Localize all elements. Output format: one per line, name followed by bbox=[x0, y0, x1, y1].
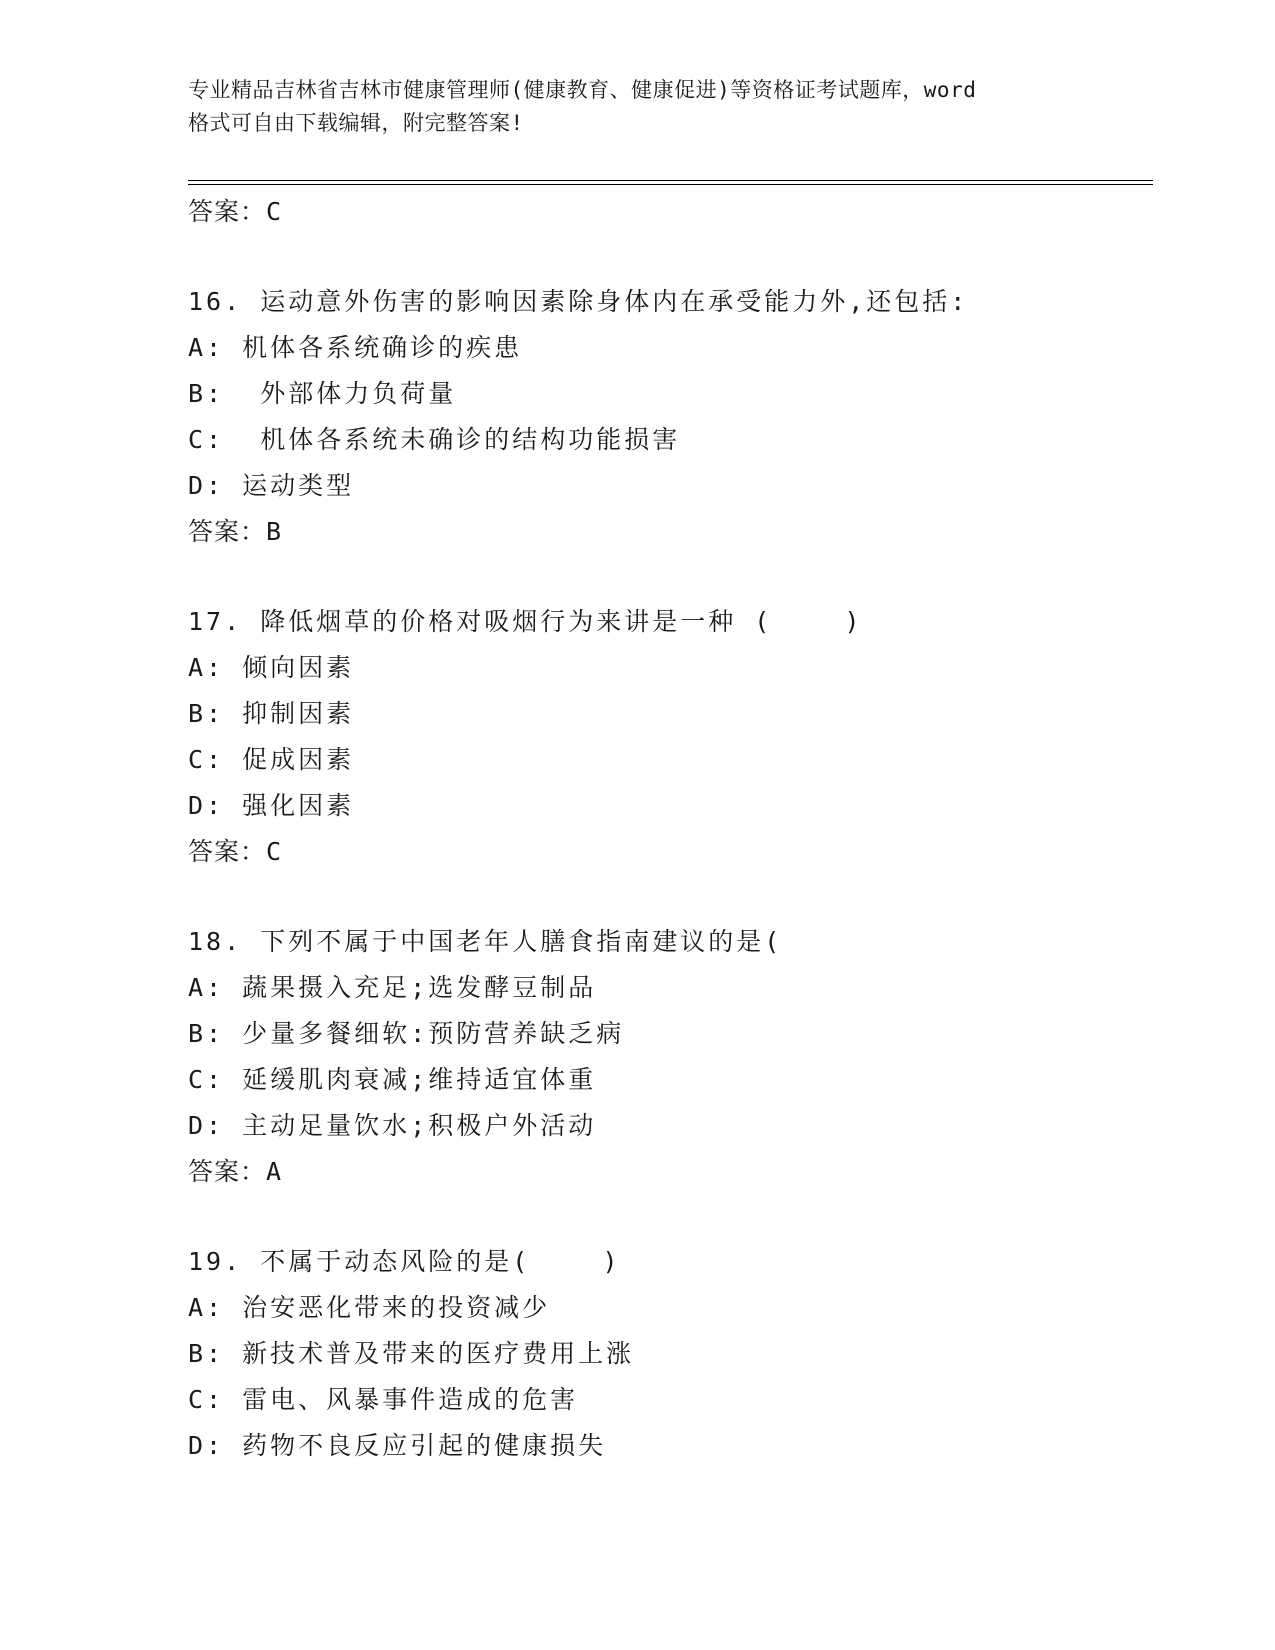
option-d bbox=[188, 783, 1148, 829]
option-a bbox=[188, 965, 1148, 1011]
question-block bbox=[188, 1239, 1148, 1469]
option-d bbox=[188, 1423, 1148, 1469]
answer-value: B bbox=[266, 517, 283, 546]
header-line-1: 专业精品吉林省吉林市健康管理师(健康教育、健康促进)等资格证考试题库，word bbox=[188, 78, 977, 102]
question-text: 运动意外伤害的影响因素除身体内在承受能力外,还包括: bbox=[260, 287, 969, 316]
option-a bbox=[188, 645, 1148, 691]
option-b bbox=[188, 1331, 1148, 1377]
question-list bbox=[188, 189, 1148, 1469]
question-number: 19. bbox=[188, 1247, 243, 1276]
answer-label: 答案： bbox=[188, 1157, 267, 1186]
option-key: B: bbox=[188, 1339, 225, 1368]
answer-line bbox=[188, 829, 1148, 875]
question-text: 不属于动态风险的是( ) bbox=[260, 1247, 621, 1276]
option-key: B: bbox=[188, 379, 225, 408]
option-key: A: bbox=[188, 333, 225, 362]
option-key: D: bbox=[188, 471, 225, 500]
option-key: B: bbox=[188, 699, 225, 728]
answer-label: 答案： bbox=[188, 837, 267, 866]
header-line-2: 格式可自由下载编辑，附完整答案! bbox=[188, 111, 524, 135]
option-a bbox=[188, 325, 1148, 371]
option-key: A: bbox=[188, 653, 225, 682]
option-key: D: bbox=[188, 1431, 225, 1460]
question-block bbox=[188, 599, 1148, 875]
answer-line bbox=[188, 1149, 1148, 1195]
question-number: 17. bbox=[188, 607, 243, 636]
option-c bbox=[188, 1057, 1148, 1103]
option-text: 新技术普及带来的医疗费用上涨 bbox=[242, 1339, 635, 1368]
option-c bbox=[188, 1377, 1148, 1423]
option-key: C: bbox=[188, 1385, 225, 1414]
header-rule-top bbox=[188, 180, 1153, 181]
option-text: 蔬果摄入充足;选发酵豆制品 bbox=[242, 973, 597, 1002]
answer-line bbox=[188, 509, 1148, 555]
question-stem bbox=[188, 919, 1148, 965]
option-text: 促成因素 bbox=[242, 745, 355, 774]
question-text: 下列不属于中国老年人膳食指南建议的是( bbox=[260, 927, 783, 956]
question-block bbox=[188, 279, 1148, 555]
option-key: C: bbox=[188, 425, 225, 454]
option-key: A: bbox=[188, 1293, 225, 1322]
option-d bbox=[188, 1103, 1148, 1149]
option-key: D: bbox=[188, 791, 225, 820]
option-text: 少量多餐细软:预防营养缺乏病 bbox=[242, 1019, 625, 1048]
option-key: B: bbox=[188, 1019, 225, 1048]
option-b bbox=[188, 691, 1148, 737]
option-text: 倾向因素 bbox=[242, 653, 355, 682]
option-text: 外部体力负荷量 bbox=[242, 379, 457, 408]
option-c bbox=[188, 737, 1148, 783]
question-block bbox=[188, 919, 1148, 1195]
option-key: C: bbox=[188, 1065, 225, 1094]
answer-label: 答案： bbox=[188, 517, 267, 546]
option-key: C: bbox=[188, 745, 225, 774]
answer-label: 答案： bbox=[188, 197, 267, 226]
option-b bbox=[188, 1011, 1148, 1057]
option-text: 抑制因素 bbox=[242, 699, 355, 728]
question-stem bbox=[188, 1239, 1148, 1285]
document-header bbox=[188, 74, 1088, 140]
option-a bbox=[188, 1285, 1148, 1331]
question-number: 16. bbox=[188, 287, 243, 316]
option-text: 强化因素 bbox=[242, 791, 355, 820]
question-stem bbox=[188, 279, 1148, 325]
option-text: 雷电、风暴事件造成的危害 bbox=[242, 1385, 579, 1414]
option-text: 运动类型 bbox=[242, 471, 355, 500]
option-d bbox=[188, 463, 1148, 509]
question-stem bbox=[188, 599, 1148, 645]
option-text: 机体各系统确诊的疾患 bbox=[242, 333, 523, 362]
option-key: A: bbox=[188, 973, 225, 1002]
option-text: 治安恶化带来的投资减少 bbox=[242, 1293, 551, 1322]
option-text: 机体各系统未确诊的结构功能损害 bbox=[242, 425, 681, 454]
answer-line bbox=[188, 189, 1148, 235]
option-text: 主动足量饮水;积极户外活动 bbox=[242, 1111, 597, 1140]
option-text: 延缓肌肉衰减;维持适宜体重 bbox=[242, 1065, 597, 1094]
answer-value: C bbox=[266, 197, 283, 226]
option-c bbox=[188, 417, 1148, 463]
option-b bbox=[188, 371, 1148, 417]
header-rule-bottom bbox=[188, 184, 1153, 185]
question-number: 18. bbox=[188, 927, 243, 956]
option-key: D: bbox=[188, 1111, 225, 1140]
answer-value: C bbox=[266, 837, 283, 866]
answer-value: A bbox=[266, 1157, 283, 1186]
option-text: 药物不良反应引起的健康损失 bbox=[242, 1431, 607, 1460]
question-text: 降低烟草的价格对吸烟行为来讲是一种 ( ) bbox=[260, 607, 863, 636]
